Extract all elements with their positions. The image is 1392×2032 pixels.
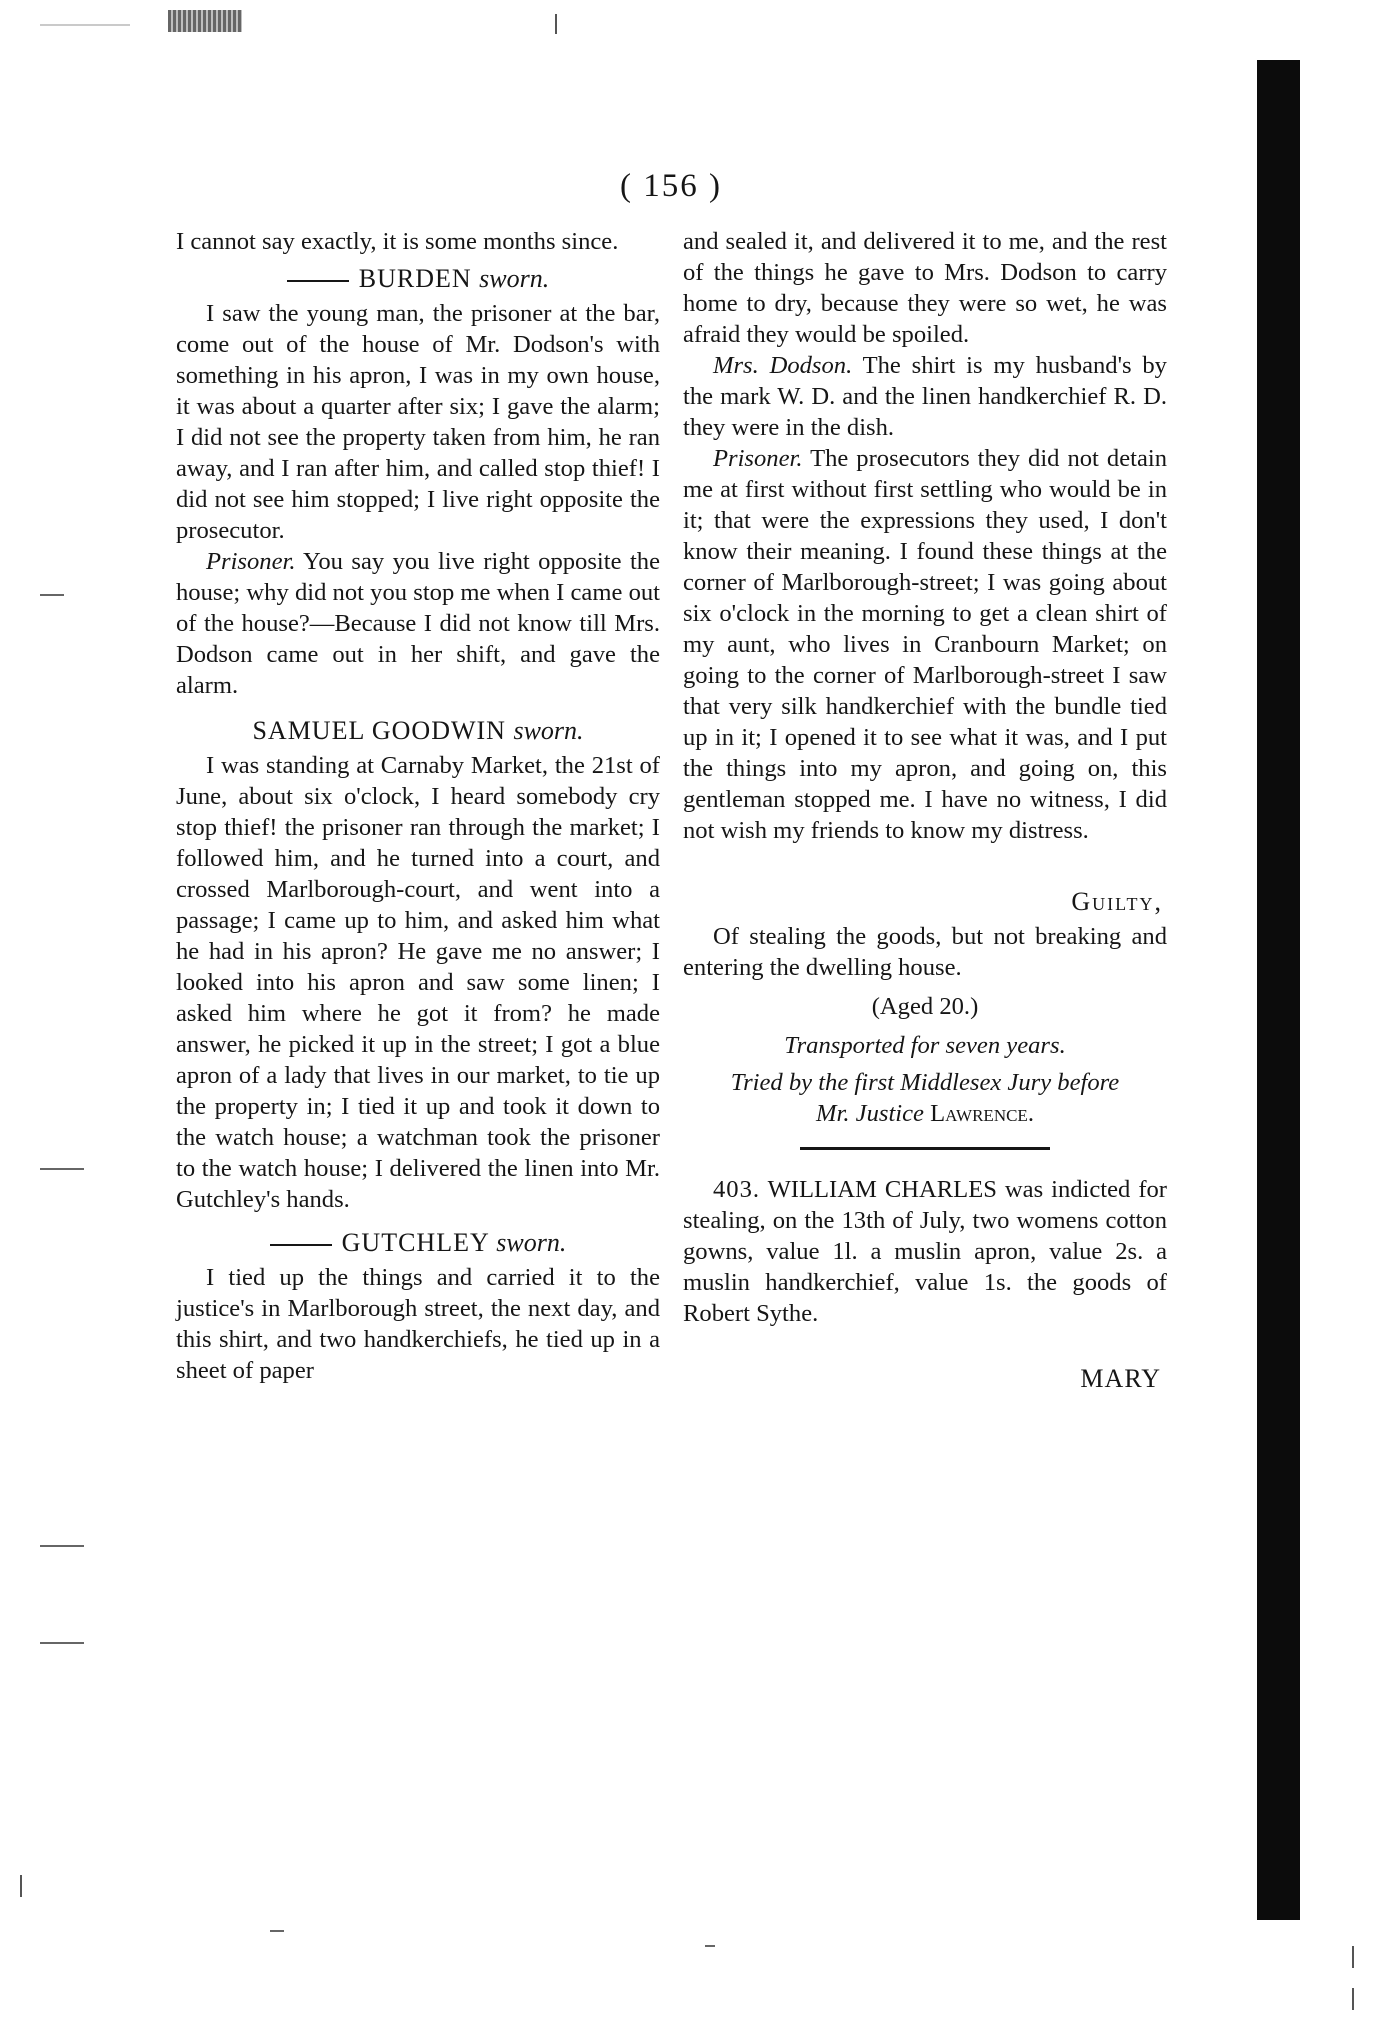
- witness-heading-burden: [176, 263, 660, 294]
- left-column: [176, 226, 660, 1386]
- heading-dash: [287, 280, 349, 282]
- witness-name: SAMUEL GOODWIN: [252, 716, 506, 745]
- witness-name: BURDEN: [358, 264, 472, 293]
- case-number: 403.: [713, 1176, 761, 1203]
- testimony-paragraph: I saw the young man, the prisoner at the bar, come out of the house of Mr. Dodson's with something in his apron, I was in my own house, it was about a quarter after six; I gave the alarm; I did not see the property taken from him, he ran away, and I ran after him, and called stop thief! I did not see him stopped; I live right opposite the prosecutor.: [176, 300, 660, 544]
- sworn-label: sworn.: [479, 264, 550, 293]
- testimony-text: The shirt is my husband's by the mark W. D. and the linen handkerchief R. D. they were in the dish.: [683, 352, 1167, 441]
- justice-name: Lawrence.: [930, 1100, 1034, 1127]
- margin-dash: [705, 1945, 715, 1947]
- prisoner-defence: [683, 443, 1167, 846]
- page-edge-shadow: [1257, 60, 1300, 1920]
- justice-line: [683, 1098, 1167, 1129]
- testimony-text: The prosecutors they did not detain me at first without first settling who would be in it; that were the expressions they used, I don't know their meaning. I found these things at the corner of Marlborough-street; I was going about six o'clock in the morning to get a clean shirt of my aunt, who lives in Cranbourn Market; on going to the corner of Marlborough-street I saw that very silk handkerchief with the bundle tied up in it; I opened it to see what it was, and I put the things into my apron, and going on, this gentleman stopped me. I have no witness, I did not wish my friends to know my distress.: [683, 445, 1167, 844]
- testimony-paragraph: I tied up the things and carried it to the justice's in Marlborough street, the next day, and this shirt, and two handkerchiefs, he tied up in a sheet of paper: [176, 1264, 660, 1384]
- case-entry: [683, 1174, 1167, 1329]
- testimony-paragraph: and sealed it, and delivered it to me, and the rest of the things he gave to Mrs. Dodson to carry home to dry, because they were so wet, he was afraid they would be spoiled.: [683, 228, 1167, 348]
- page-number: ( 156 ): [620, 168, 722, 204]
- verdict-detail: Of stealing the goods, but not breaking and entering the dwelling house.: [683, 923, 1167, 981]
- prisoner-question: [176, 546, 660, 701]
- heading-dash: [270, 1244, 332, 1246]
- margin-dash: [270, 1930, 284, 1932]
- margin-dash: [40, 24, 130, 26]
- witness-heading-gutchley: [176, 1227, 660, 1258]
- testimony-text: You say you live right opposite the house; why did not you stop me when I came out of the house?—Because I did not know till Mrs. Dodson came out in her shift, and gave the alarm.: [176, 548, 660, 699]
- defendant-age: (Aged 20.): [871, 993, 979, 1020]
- sworn-label: sworn.: [496, 1228, 567, 1257]
- case-text: was indicted for stealing, on the 13th of July, two womens cotton gowns, value 1l. a muslin apron, value 2s. a muslin handkerchief, value 1s. the goods of Robert Sythe.: [683, 1176, 1167, 1327]
- sworn-label: sworn.: [513, 716, 584, 745]
- margin-dash: [40, 1168, 84, 1170]
- margin-tick: [20, 1875, 22, 1897]
- witness-name: GUTCHLEY: [341, 1228, 489, 1257]
- margin-dash: [40, 1545, 84, 1547]
- witness-heading-goodwin: [176, 715, 660, 746]
- section-rule: [800, 1147, 1050, 1150]
- speaker-label: Mrs. Dodson.: [713, 352, 853, 379]
- margin-tick: [1352, 1988, 1354, 2010]
- catchword: MARY: [1080, 1364, 1161, 1393]
- defendant-name: WILLIAM CHARLES: [767, 1176, 997, 1203]
- tried-by: Tried by the first Middlesex Jury before: [730, 1069, 1120, 1096]
- verdict: Guilty,: [1071, 887, 1163, 916]
- margin-tick: [1352, 1946, 1354, 1968]
- sentence: Transported for seven years.: [784, 1032, 1066, 1059]
- library-stamp-mark: [168, 10, 242, 32]
- mrs-dodson-statement: [683, 350, 1167, 443]
- justice-title: Mr. Justice: [816, 1100, 924, 1127]
- speaker-label: Prisoner.: [206, 548, 296, 575]
- speaker-label: Prisoner.: [713, 445, 803, 472]
- margin-dash: [40, 594, 64, 596]
- testimony-paragraph: I cannot say exactly, it is some months since.: [176, 228, 619, 255]
- margin-tick: [555, 14, 557, 34]
- right-column: [683, 226, 1167, 1394]
- testimony-paragraph: I was standing at Carnaby Market, the 21st of June, about six o'clock, I heard somebody cry stop thief! the prisoner ran through the market; I followed him, and he turned into a court, and crossed Marlborough-court, and went into a passage; I came up to him, and asked him what he had in his apron? He gave me no answer; I looked into his apron and saw some linen; I asked him where he got it from? he made answer, he picked it up in the street; I got a blue apron of a lady that lives in our market, to tie up the property in; I tied it up and took it down to the watch house; a watchman took the prisoner to the watch house; I delivered the linen into Mr. Gutchley's hands.: [176, 752, 660, 1213]
- margin-dash: [40, 1642, 84, 1644]
